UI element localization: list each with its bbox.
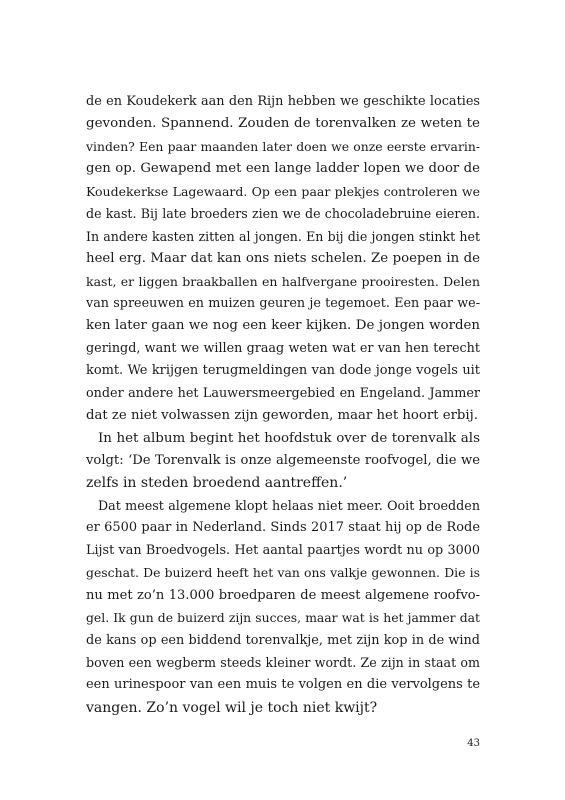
text-line: ken later gaan we nog een keer kijken. De jongen worden [86, 318, 480, 334]
text-line: zelfs in steden broedend aantreffen.’ [86, 475, 348, 492]
text-line: gevonden. Spannend. Zouden de torenvalken ze weten te [86, 116, 480, 132]
text-line: dat ze niet volwassen zijn geworden, maar het hoort erbij. [86, 408, 478, 424]
text-line: In het album begint het hoofdstuk over de torenvalk als [98, 430, 480, 446]
text-line: geschat. De buizerd heeft het van ons valkje gewonnen. Die is [86, 565, 480, 581]
text-line: de kast. Bij late broeders zien we de chocoladebruine eieren. [86, 206, 480, 222]
text-line: van spreeuwen en muizen geuren je tegemoet. Een paar we- [86, 295, 480, 311]
paragraph-3 [86, 495, 480, 719]
text-line: nu met zo’n 13.000 broedparen de meest algemene roofvo- [86, 587, 480, 603]
text-line: gel. Ik gun de buizerd zijn succes, maar wat is het jammer dat [86, 611, 480, 626]
text-line: Lijst van Broedvogels. Het aantal paartjes wordt nu op 3000 [86, 542, 480, 558]
text-line: Koudekerkse Lagewaard. Op een paar plekjes controleren we [86, 183, 480, 199]
text-line: volgt: ‘De Torenvalk is onze algemeenste roofvogel, die we [86, 453, 480, 468]
text-line: onder andere het Lauwersmeergebied en Engeland. Jammer [86, 385, 480, 401]
text-line: komt. We krijgen terugmeldingen van dode jonge vogels uit [86, 363, 480, 379]
text-line: heel erg. Maar dat kan ons niets schelen. Ze poepen in de [86, 251, 480, 267]
text-line: In andere kasten zitten al jongen. En bij die jongen stinkt het [86, 228, 480, 244]
text-line: Dat meest algemene klopt helaas niet meer. Ooit broedden [98, 497, 480, 513]
text-line: de en Koudekerk aan den Rijn hebben we geschikte locaties [86, 94, 480, 109]
paragraph-1 [86, 91, 480, 428]
page-number: 43 [467, 738, 480, 749]
text-line: gen op. Gewapend met een lange ladder lopen we door de [86, 161, 480, 177]
paragraph-2 [86, 428, 480, 495]
text-line: geringd, want we willen graag weten wat er van hen terecht [86, 340, 480, 356]
text-line: boven een wegberm steeds kleiner wordt. Ze zijn in staat om [86, 654, 480, 670]
text-line: kast, er liggen braakballen en halfvergane prooiresten. Delen [86, 273, 480, 289]
text-line: vangen. Zo’n vogel wil je toch niet kwijt? [86, 699, 378, 716]
body-text [86, 91, 480, 719]
text-line: de kans op een biddend torenvalkje, met zijn kop in de wind [86, 632, 480, 648]
text-line: vinden? Een paar maanden later doen we onze eerste ervarin- [86, 138, 480, 154]
text-line: een urinespoor van een muis te volgen en die vervolgens te [86, 677, 480, 693]
text-line: er 6500 paar in Nederland. Sinds 2017 staat hij op de Rode [86, 520, 480, 536]
